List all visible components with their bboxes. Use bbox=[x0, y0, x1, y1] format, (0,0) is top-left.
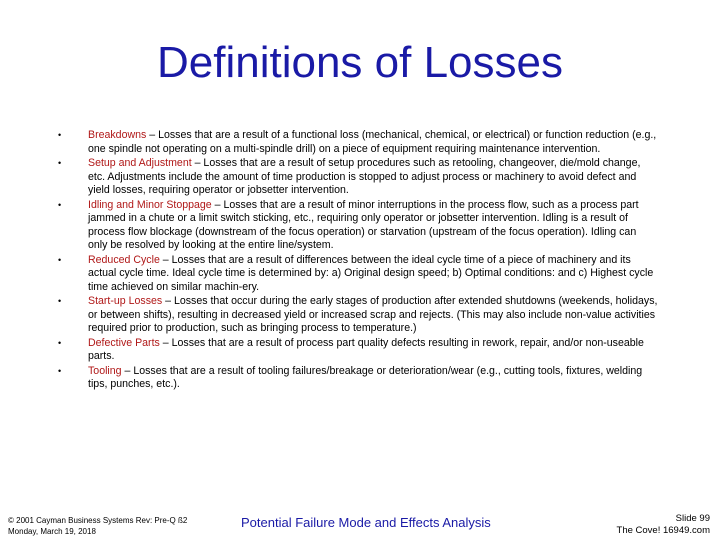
term-label: Tooling bbox=[88, 364, 122, 377]
bullet-start-up-losses bbox=[58, 295, 658, 336]
footer-copyright: © 2001 Cayman Business Systems Rev: Pre-Q ß2 bbox=[8, 516, 188, 525]
definition-text: – Losses that are a result of differences between the ideal cycle time of a piece of machinery and its actual cycle time. Ideal cycle time is determined by: a) Original design speed; b) Optimal conditions: and c) Highest cycle time achieved on similar machin-ery. bbox=[88, 253, 654, 293]
term-label: Idling and Minor Stoppage bbox=[88, 198, 212, 211]
bullet-defective-parts bbox=[58, 337, 658, 364]
term-label: Start-up Losses bbox=[88, 295, 163, 307]
bullet-breakdowns bbox=[58, 129, 658, 156]
slide-number: Slide 99 bbox=[675, 513, 710, 524]
bullet-tooling bbox=[58, 365, 658, 392]
definition-text: – Losses that are a result of minor interruptions in the process flow, such as a process part jammed in a chute or a limit switch sticking, etc., requiring only operator or jobsetter intervention. Idling is a result of process flow blockage (downstream of the focus operation) or starvation (upstream of the focus operation). Idling can only be resolved by looking at the entire line/system. bbox=[88, 198, 639, 251]
bullet-reduced-cycle bbox=[58, 254, 658, 295]
bullet-setup-adjustment bbox=[58, 157, 658, 198]
term-label: Breakdowns bbox=[88, 129, 147, 141]
footer-right bbox=[617, 513, 710, 536]
bullet-icon: • bbox=[58, 158, 62, 168]
definition-text: – Losses that occur during the early stages of production after extended shutdowns (weekends, holidays, or between shifts), resulting in decreased yield or increased scrap and rejects. (This may also include non-value activities required prior to production, such as bringing process to temperature.) bbox=[88, 295, 658, 334]
bullet-idling-minor-stoppage bbox=[58, 199, 658, 253]
definition-text: – Losses that are a result of setup procedures such as retooling, changeover, die/mold change, etc. Adjustments include the amount of time production is stopped to adjust process or machinery to avoid defect and yield losses, requiring operator or jobsetter intervention. bbox=[88, 157, 641, 196]
bullet-icon: • bbox=[58, 199, 62, 210]
bullet-icon: • bbox=[58, 296, 62, 306]
footer-date: Monday, March 19, 2018 bbox=[8, 527, 96, 536]
definition-text: – Losses that are a result of process part quality defects resulting in rework, repair, and/or non-useable parts. bbox=[88, 336, 644, 362]
term-label: Defective Parts bbox=[88, 336, 160, 349]
bullet-icon: • bbox=[58, 337, 62, 348]
bullet-icon: • bbox=[58, 365, 62, 376]
footer-left bbox=[8, 515, 187, 537]
slide-title: Definitions of Losses bbox=[157, 38, 563, 87]
definitions-list bbox=[58, 129, 658, 393]
footer-site: The Cove! 16949.com bbox=[616, 524, 710, 536]
definition-text: – Losses that are a result of a functional loss (mechanical, chemical, or electrical) or function reduction (e.g., one spindle not operating on a multi-spindle drill) on a piece of equipment requiring maintenance intervention. bbox=[88, 129, 657, 155]
term-label: Setup and Adjustment bbox=[88, 157, 192, 169]
bullet-icon: • bbox=[58, 130, 62, 140]
footer-presentation-title: Potential Failure Mode and Effects Analysis bbox=[241, 515, 491, 530]
bullet-icon: • bbox=[58, 254, 62, 265]
term-label: Reduced Cycle bbox=[88, 253, 160, 266]
definition-text: – Losses that are a result of tooling failures/breakage or deterioration/wear (e.g., cutting tools, fixtures, welding tips, punches, etc.). bbox=[88, 364, 643, 390]
